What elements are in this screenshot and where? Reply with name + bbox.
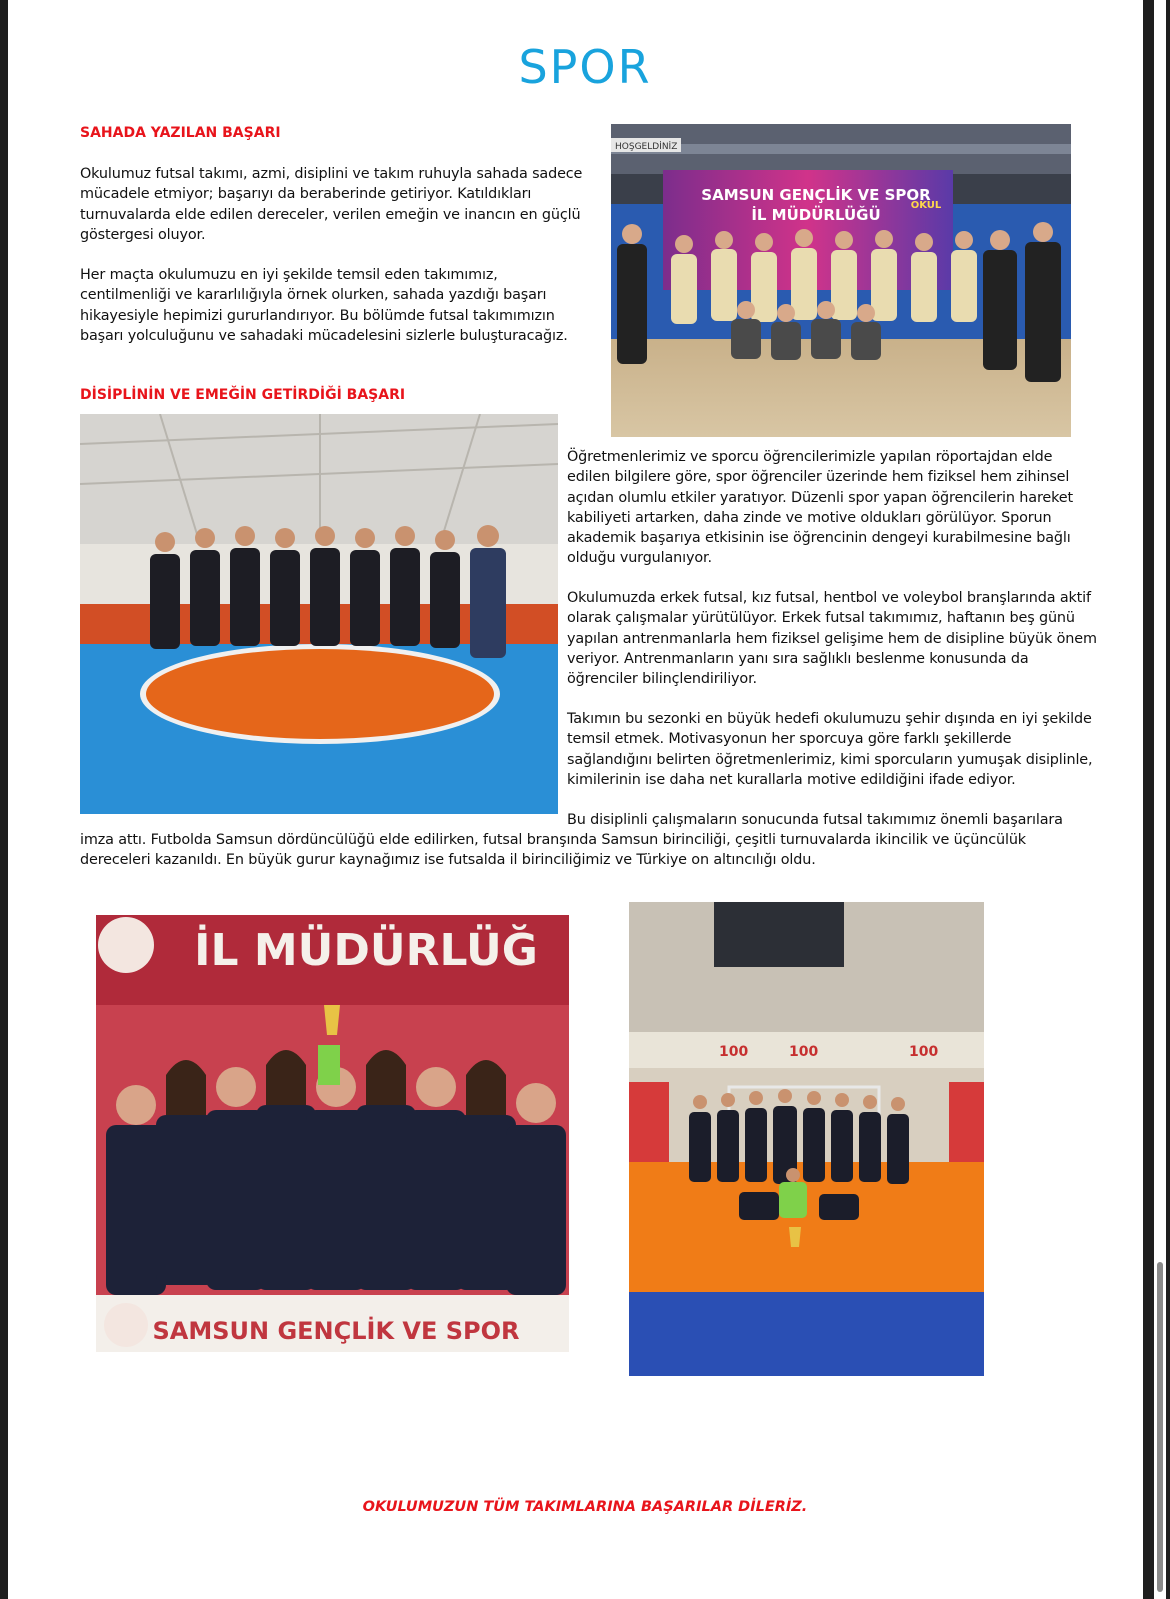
- section2-paragraph-3: Takımın bu sezonki en büyük hedefi okulumuzu şehir dışında en iyi şekilde temsil etmek. Motivasyonun her sporcuya göre farklı şekillerde sağlandığını belirten öğretmenlerimiz, kimi sporcuların yumuşak disiplinle, kimilerinin ise daha net kurallarla motive edildiğini ifade ediyor.: [567, 711, 1093, 788]
- banner-samsun-genclik: SAMSUN GENÇLİK VE SPOR: [152, 1317, 520, 1345]
- sign-hosgeldiniz: HOŞGELDİNİZ: [615, 142, 678, 152]
- photo-boys-team-banner: [611, 124, 1071, 437]
- section2-paragraph-4b: imza attı. Futbolda Samsun dördüncülüğü elde edilirken, futsal branşında Samsun birinciliği, çeşitli turnuvalarda ikincilik ve üçüncülük dereceleri kazanıldı. En büyük gurur kaynağımız ise futsalda il birinciliğimiz ve Türkiye on altıncılığı oldu.: [80, 832, 1026, 869]
- banner-text-line2: İL MÜDÜRLÜĞÜ: [751, 206, 881, 224]
- section1-paragraph-2: Her maçta okulumuzu en iyi şekilde temsil eden takımımız, centilmenliği ve kararlılığıyla örnek olurken, sahada yazdığı başarı hikayesiyle hepimizi gururlandırıyor. Bu bölümde futsal takımımızın başarı yolculuğunu ve sahadaki mücadelesini sizlerle buluşturacağız.: [80, 267, 568, 344]
- footer-message: OKULUMUZUN TÜM TAKIMLARINA BAŞARILAR DİLERİZ.: [362, 1499, 808, 1515]
- banner-100-logo-1: 100: [719, 1044, 749, 1060]
- photo-girls-team-trophy: [96, 915, 569, 1352]
- photo-girls-team-court: [629, 902, 984, 1376]
- section2-paragraph-4a: Bu disiplinli çalışmaların sonucunda futsal takımımız önemli başarılara: [567, 812, 1063, 828]
- section2-paragraph-2: Okulumuzda erkek futsal, kız futsal, hentbol ve voleybol branşlarında aktif olarak çalışmalar yürütülüyor. Erkek futsal takımımız, haftanın beş günü yapılan antrenmanlarla hem fiziksel gelişime hem de disipline büyük önem veriyor. Antrenmanların yanı sıra sağlıklı beslenme konusunda da öğrenciler bilinçlendiriliyor.: [567, 590, 1097, 688]
- section-heading-sahada: SAHADA YAZILAN BAŞARI: [80, 125, 281, 141]
- section2-paragraph-1: Öğretmenlerimiz ve sporcu öğrencilerimizle yapılan röportajdan elde edilen bilgilere göre, spor öğrenciler üzerinde hem fiziksel hem zihinsel açıdan olumlu etkiler yaratıyor. Düzenli spor yapan öğrencilerin hareket kabiliyeti artarken, daha zinde ve motive oldukları görülüyor. Sporun akademik başarıya etkisinin ise öğrencinin dengeyi kurabilmesine bağlı olduğu vurgulanıyor.: [567, 449, 1073, 567]
- banner-text-line1: SAMSUN GENÇLİK VE SPOR: [701, 186, 931, 204]
- scrollbar-track[interactable]: [1154, 0, 1166, 1599]
- banner-il-mudurlugu: İL MÜDÜRLÜĞ: [194, 925, 538, 976]
- okul-logo: OKUL: [910, 200, 942, 211]
- section-heading-disiplin: DİSİPLİNİN VE EMEĞİN GETİRDİĞİ BAŞARI: [80, 387, 406, 403]
- scrollbar-thumb[interactable]: [1157, 1262, 1163, 1592]
- section1-paragraph-1: Okulumuz futsal takımı, azmi, disiplini ve takım ruhuyla sahada sadece mücadele etmiyor; başarıyı da beraberinde getiriyor. Katıldıkları turnuvalarda elde edilen dereceler, verilen emeğin ve inancın en güçlü göstergesi oluyor.: [80, 166, 583, 243]
- banner-100-logo-3: 100: [909, 1044, 939, 1060]
- page-title: SPOR: [518, 40, 652, 94]
- photo-boys-team-court: [80, 414, 558, 814]
- banner-100-logo-2: 100: [789, 1044, 819, 1060]
